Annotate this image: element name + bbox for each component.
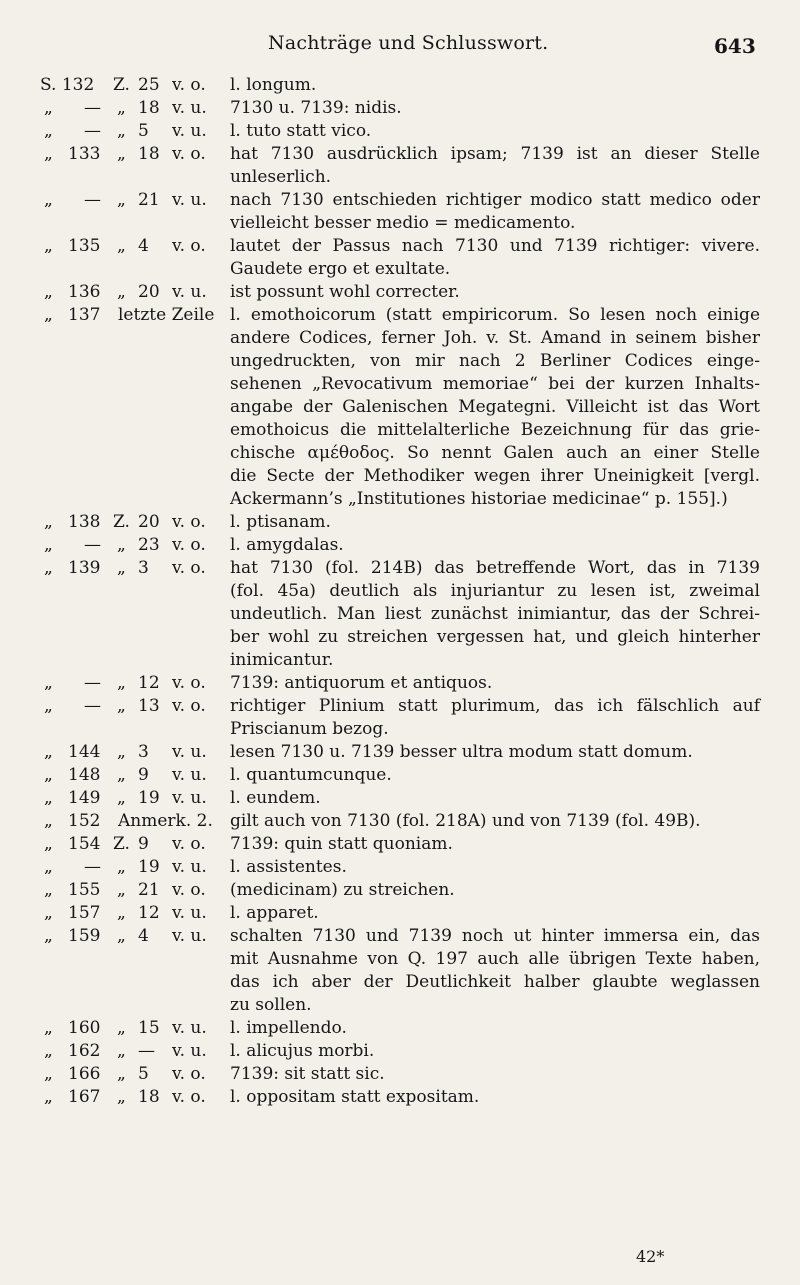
text-line: [0, 948, 800, 971]
correction-text: die Secte der Methodiker wegen ihrer Uneinigkeit [vergl.: [230, 466, 760, 486]
line-direction: v. u.: [172, 1018, 207, 1038]
errata-entry: [0, 764, 800, 787]
line-direction: v. u.: [172, 282, 207, 302]
ditto-mark: „: [44, 1087, 53, 1107]
line-marker: Z.: [113, 512, 130, 532]
line-direction: v. u.: [172, 742, 207, 762]
line-number: 5: [138, 1064, 149, 1084]
line-number: 5: [138, 121, 149, 141]
line-marker: „: [117, 1018, 126, 1038]
line-marker: „: [117, 926, 126, 946]
line-marker: „: [117, 696, 126, 716]
page-ref: 162: [68, 1041, 101, 1061]
line-direction: v. o.: [172, 558, 206, 578]
line-direction: v. o.: [172, 535, 206, 555]
line-direction: v. u.: [172, 788, 207, 808]
errata-entry: [0, 534, 800, 557]
ditto-mark: „: [44, 880, 53, 900]
line-direction: v. o.: [172, 236, 206, 256]
ditto-mark: „: [44, 696, 53, 716]
errata-entry: [0, 235, 800, 281]
ditto-mark: „: [44, 282, 53, 302]
errata-entry: [0, 787, 800, 810]
line-direction: v. o.: [172, 144, 206, 164]
errata-entry: [0, 74, 800, 97]
correction-text: (medicinam) zu streichen.: [230, 880, 455, 900]
correction-text: richtiger Plinium statt plurimum, das ich fälschlich auf: [230, 696, 760, 716]
line-direction: v. o.: [172, 696, 206, 716]
page-ref: 138: [68, 512, 101, 532]
correction-text: Ackermann’s „Institutiones historiae medicinae“ p. 155].): [230, 489, 728, 509]
errata-entry: [0, 120, 800, 143]
page-number: 643: [714, 34, 756, 58]
correction-text: lautet der Passus nach 7130 und 7139 richtiger: vivere.: [230, 236, 760, 256]
line-marker: „: [117, 880, 126, 900]
line-marker: „: [117, 673, 126, 693]
text-line: [0, 580, 800, 603]
page-ref: 139: [68, 558, 101, 578]
page-ref: —: [84, 535, 101, 555]
line-marker: „: [117, 558, 126, 578]
correction-text: l. impellendo.: [230, 1018, 347, 1038]
text-line: [0, 304, 800, 327]
text-line: [0, 281, 800, 304]
line-marker: „: [117, 121, 126, 141]
errata-entry: [0, 879, 800, 902]
errata-entry: [0, 925, 800, 1017]
ditto-mark: „: [44, 121, 53, 141]
ditto-mark: „: [44, 558, 53, 578]
line-number: 3: [138, 558, 149, 578]
line-direction: v. o.: [172, 673, 206, 693]
ditto-mark: „: [44, 535, 53, 555]
errata-entry: [0, 695, 800, 741]
correction-text: l. alicujus morbi.: [230, 1041, 375, 1061]
page-ref: 148: [68, 765, 101, 785]
text-line: [0, 143, 800, 166]
text-line: [0, 212, 800, 235]
correction-text: l. assistentes.: [230, 857, 347, 877]
errata-entry: [0, 902, 800, 925]
page-ref: 160: [68, 1018, 101, 1038]
correction-text: 7139: quin statt quoniam.: [230, 834, 453, 854]
correction-text: l. apparet.: [230, 903, 319, 923]
correction-text: zu sollen.: [230, 995, 312, 1015]
line-number: 4: [138, 926, 149, 946]
text-line: [0, 649, 800, 672]
ditto-mark: „: [44, 903, 53, 923]
line-marker: „: [117, 1064, 126, 1084]
ditto-mark: „: [44, 742, 53, 762]
line-number: 19: [138, 857, 160, 877]
line-direction: v. u.: [172, 926, 207, 946]
line-marker: „: [117, 236, 126, 256]
text-line: [0, 810, 800, 833]
text-line: [0, 534, 800, 557]
text-line: [0, 557, 800, 580]
text-line: [0, 1063, 800, 1086]
line-number: 18: [138, 144, 160, 164]
errata-entry: [0, 189, 800, 235]
errata-entry: [0, 1017, 800, 1040]
correction-text: l. emothoicorum (statt empiricorum. So lesen noch einige: [230, 305, 760, 325]
errata-entry: [0, 97, 800, 120]
line-number: 9: [138, 834, 149, 854]
line-number: 21: [138, 190, 160, 210]
ditto-mark: „: [44, 811, 53, 831]
ditto-mark: „: [44, 190, 53, 210]
errata-entry: [0, 1040, 800, 1063]
line-marker: Z.: [113, 834, 130, 854]
errata-entry: [0, 281, 800, 304]
text-line: [0, 672, 800, 695]
text-line: [0, 235, 800, 258]
line-number: 12: [138, 903, 160, 923]
correction-text: 7139: antiquorum et antiquos.: [230, 673, 493, 693]
correction-text: 7130 u. 7139: nidis.: [230, 98, 402, 118]
page-ref: —: [84, 857, 101, 877]
page-ref: 157: [68, 903, 101, 923]
text-line: [0, 166, 800, 189]
correction-text: ist possunt wohl correcter.: [230, 282, 460, 302]
line-marker: „: [117, 1041, 126, 1061]
page-ref: 159: [68, 926, 101, 946]
page-ref: 136: [68, 282, 101, 302]
correction-text: l. oppositam statt expositam.: [230, 1087, 480, 1107]
line-marker: „: [117, 788, 126, 808]
errata-entry: [0, 304, 800, 511]
correction-text: chische αμέθοδος. So nennt Galen auch an einer Stelle: [230, 443, 760, 463]
line-marker: „: [117, 98, 126, 118]
text-line: [0, 971, 800, 994]
text-line: [0, 350, 800, 373]
page-ref: 155: [68, 880, 101, 900]
correction-text: mit Ausnahme von Q. 197 auch alle übrigen Texte haben,: [230, 949, 760, 969]
line-number: 20: [138, 512, 160, 532]
line-marker: Anmerk. 2.: [118, 811, 213, 831]
text-line: [0, 465, 800, 488]
text-line: [0, 396, 800, 419]
correction-text: gilt auch von 7130 (fol. 218A) und von 7139 (fol. 49B).: [230, 811, 701, 831]
errata-entry: [0, 741, 800, 764]
errata-entry: [0, 511, 800, 534]
line-number: 21: [138, 880, 160, 900]
errata-entry: [0, 1063, 800, 1086]
line-marker: „: [117, 282, 126, 302]
correction-text: emothoicus die mittelalterliche Bezeichnung für das grie-: [230, 420, 760, 440]
page-ref: 152: [68, 811, 101, 831]
text-line: [0, 74, 800, 97]
line-direction: v. o.: [172, 512, 206, 532]
text-line: [0, 833, 800, 856]
correction-text: hat 7130 ausdrücklich ipsam; 7139 ist an dieser Stelle: [230, 144, 760, 164]
page-ref: —: [84, 190, 101, 210]
page-ref: —: [84, 98, 101, 118]
correction-text: hat 7130 (fol. 214B) das betreffende Wort, das in 7139: [230, 558, 760, 578]
ditto-mark: „: [44, 765, 53, 785]
line-direction: v. u.: [172, 98, 207, 118]
correction-text: sehenen „Revocativum memoriae“ bei der kurzen Inhalts-: [230, 374, 760, 394]
page-ref: 167: [68, 1087, 101, 1107]
correction-text: schalten 7130 und 7139 noch ut hinter immersa ein, das: [230, 926, 760, 946]
signature-mark: 42*: [636, 1247, 665, 1266]
line-direction: v. o.: [172, 880, 206, 900]
line-number: 25: [138, 75, 160, 95]
text-line: [0, 442, 800, 465]
running-header: [0, 32, 800, 62]
text-line: [0, 1086, 800, 1109]
correction-text: undeutlich. Man liest zunächst inimiantur, das der Schrei-: [230, 604, 760, 624]
correction-text: l. longum.: [230, 75, 317, 95]
page-ref: —: [84, 696, 101, 716]
ditto-mark: „: [44, 236, 53, 256]
page-ref: 154: [68, 834, 101, 854]
correction-text: andere Codices, ferner Joh. v. St. Amand in seinem bisher: [230, 328, 760, 348]
correction-text: inimicantur.: [230, 650, 334, 670]
errata-entry: [0, 856, 800, 879]
line-number: 20: [138, 282, 160, 302]
line-number: 15: [138, 1018, 160, 1038]
correction-text: (fol. 45a) deutlich als injuriantur zu lesen ist, zweimal: [230, 581, 760, 601]
line-number: 13: [138, 696, 160, 716]
ditto-mark: „: [44, 1018, 53, 1038]
line-number: 19: [138, 788, 160, 808]
ditto-mark: „: [44, 857, 53, 877]
line-marker: „: [117, 1087, 126, 1107]
text-line: [0, 189, 800, 212]
text-line: [0, 1040, 800, 1063]
line-number: 18: [138, 98, 160, 118]
errata-entry: [0, 143, 800, 189]
correction-text: ber wohl zu streichen vergessen hat, und gleich hinterher: [230, 627, 760, 647]
line-marker: „: [117, 765, 126, 785]
text-line: [0, 626, 800, 649]
page-ref: 137: [68, 305, 101, 325]
text-line: [0, 373, 800, 396]
line-direction: v. u.: [172, 765, 207, 785]
correction-text: l. ptisanam.: [230, 512, 331, 532]
text-line: [0, 511, 800, 534]
text-line: [0, 1017, 800, 1040]
ditto-mark: „: [44, 1041, 53, 1061]
correction-text: l. tuto statt vico.: [230, 121, 372, 141]
line-direction: v. o.: [172, 1087, 206, 1107]
line-marker: „: [117, 190, 126, 210]
text-line: [0, 994, 800, 1017]
correction-text: das ich aber der Deutlichkeit halber glaubte weglassen: [230, 972, 760, 992]
text-line: [0, 603, 800, 626]
correction-text: Priscianum bezog.: [230, 719, 389, 739]
line-direction: v. u.: [172, 190, 207, 210]
line-number: 9: [138, 765, 149, 785]
line-marker: „: [117, 903, 126, 923]
text-line: [0, 97, 800, 120]
page-ref: S. 132: [40, 75, 95, 95]
page-ref: 149: [68, 788, 101, 808]
line-direction: v. o.: [172, 1064, 206, 1084]
text-line: [0, 258, 800, 281]
correction-text: nach 7130 entschieden richtiger modico statt medico oder: [230, 190, 760, 210]
errata-entry: [0, 1086, 800, 1109]
errata-list: [0, 74, 800, 1109]
line-direction: v. u.: [172, 1041, 207, 1061]
ditto-mark: „: [44, 673, 53, 693]
line-marker: letzte Zeile: [118, 305, 215, 325]
correction-text: Gaudete ergo et exultate.: [230, 259, 451, 279]
text-line: [0, 925, 800, 948]
line-direction: v. u.: [172, 903, 207, 923]
ditto-mark: „: [44, 1064, 53, 1084]
header-title: Nachträge und Schlusswort.: [268, 32, 549, 54]
correction-text: vielleicht besser medio = medicamento.: [230, 213, 576, 233]
correction-text: l. quantumcunque.: [230, 765, 392, 785]
text-line: [0, 419, 800, 442]
line-direction: v. u.: [172, 857, 207, 877]
correction-text: 7139: sit statt sic.: [230, 1064, 385, 1084]
line-marker: „: [117, 742, 126, 762]
text-line: [0, 856, 800, 879]
line-marker: „: [117, 144, 126, 164]
errata-entry: [0, 672, 800, 695]
errata-entry: [0, 810, 800, 833]
line-number: 4: [138, 236, 149, 256]
line-number: 3: [138, 742, 149, 762]
correction-text: l. eundem.: [230, 788, 321, 808]
text-line: [0, 695, 800, 718]
line-number: 12: [138, 673, 160, 693]
correction-text: ungedruckten, von mir nach 2 Berliner Codices einge-: [230, 351, 760, 371]
text-line: [0, 120, 800, 143]
text-line: [0, 787, 800, 810]
line-number: 23: [138, 535, 160, 555]
text-line: [0, 879, 800, 902]
text-line: [0, 488, 800, 511]
line-number: 18: [138, 1087, 160, 1107]
ditto-mark: „: [44, 305, 53, 325]
text-line: [0, 718, 800, 741]
page-ref: 135: [68, 236, 101, 256]
correction-text: lesen 7130 u. 7139 besser ultra modum statt domum.: [230, 742, 693, 762]
line-direction: v. o.: [172, 75, 206, 95]
text-line: [0, 327, 800, 350]
text-line: [0, 902, 800, 925]
line-marker: Z.: [113, 75, 130, 95]
line-direction: v. u.: [172, 121, 207, 141]
page-ref: —: [84, 121, 101, 141]
page-ref: 166: [68, 1064, 101, 1084]
errata-entry: [0, 833, 800, 856]
correction-text: unleserlich.: [230, 167, 332, 187]
correction-text: l. amygdalas.: [230, 535, 344, 555]
ditto-mark: „: [44, 144, 53, 164]
text-line: [0, 764, 800, 787]
ditto-mark: „: [44, 834, 53, 854]
errata-entry: [0, 557, 800, 672]
ditto-mark: „: [44, 926, 53, 946]
line-number: —: [138, 1041, 155, 1061]
line-marker: „: [117, 535, 126, 555]
line-marker: „: [117, 857, 126, 877]
ditto-mark: „: [44, 788, 53, 808]
line-direction: v. o.: [172, 834, 206, 854]
page-ref: 133: [68, 144, 101, 164]
page-ref: —: [84, 673, 101, 693]
text-line: [0, 741, 800, 764]
correction-text: angabe der Galenischen Megategni. Villeicht ist das Wort: [230, 397, 760, 417]
ditto-mark: „: [44, 98, 53, 118]
page-ref: 144: [68, 742, 101, 762]
ditto-mark: „: [44, 512, 53, 532]
